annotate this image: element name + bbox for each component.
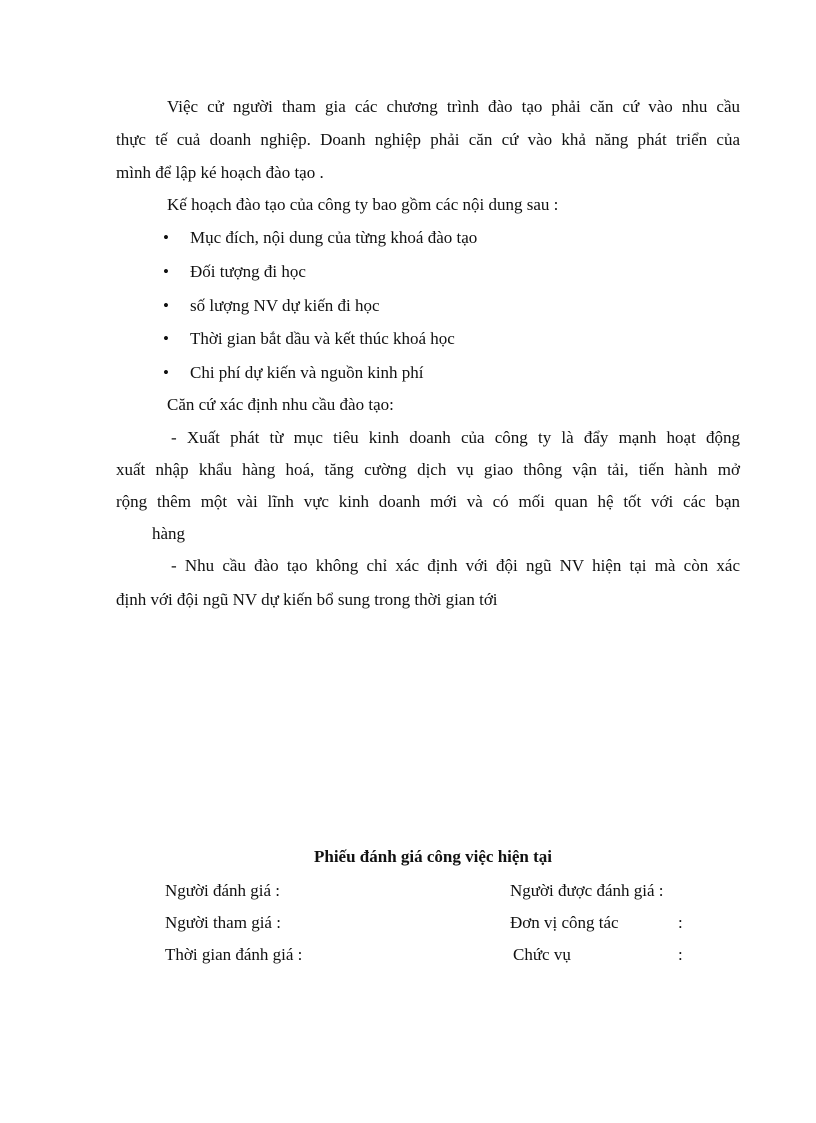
paragraph-4-line-2: xuất nhập khẩu hàng hoá, tăng cường dịch vụ giao thông vận tải, tiến hành mở [116,460,740,479]
paragraph-3: Căn cứ xác định nhu cầu đào tạo: [167,395,394,414]
bullet-icon: • [163,228,169,247]
evaluator-label: Người đánh giá : [165,881,280,900]
paragraph-4-line-1: - Xuất phát từ mục tiêu kinh doanh của công ty là đẩy mạnh hoạt động [171,428,740,447]
paragraph-1-line-2: thực tế cuả doanh nghiệp. Doanh nghiệp phải căn cứ vào khả năng phát triển của [116,130,740,149]
paragraph-1-line-3: mình để lập ké hoạch đào tạo . [116,163,324,182]
evaluatee-label: Người được đánh giá : [510,881,664,900]
paragraph-4-line-4: hàng [152,524,186,543]
work-unit-colon: : [678,913,683,932]
paragraph-5-line-1: - Nhu cầu đào tạo không chỉ xác định với đội ngũ NV hiện tại mà còn xác [171,556,740,575]
participant-label: Người tham giá : [165,913,281,932]
evaluation-time-label: Thời gian đánh giá : [165,945,303,964]
list-item: Chi phí dự kiến và nguồn kinh phí [190,363,424,382]
bullet-icon: • [163,296,169,315]
bullet-icon: • [163,363,169,382]
list-item: Đối tượng đi học [190,262,306,281]
position-label: Chức vụ [513,945,571,964]
list-item: Thời gian bắt dầu và kết thúc khoá học [190,329,455,348]
work-unit-label: Đơn vị công tác [510,913,619,932]
paragraph-5-line-2: định với đội ngũ NV dự kiến bổ sung trong thời gian tới [116,590,498,609]
form-title: Phiếu đánh giá công việc hiện tại [313,847,553,866]
position-colon: : [678,945,683,964]
bullet-icon: • [163,329,169,348]
paragraph-2: Kế hoạch đào tạo của công ty bao gồm các nội dung sau : [167,195,559,214]
list-item: số lượng NV dự kiến đi học [190,296,380,315]
paragraph-1-line-1: Việc cử người tham gia các chương trình đào tạo phải căn cứ vào nhu cầu [167,97,740,116]
paragraph-4-line-3: rộng thêm một vài lĩnh vực kinh doanh mới và có mối quan hệ tốt với các bạn [116,492,740,511]
bullet-icon: • [163,262,169,281]
list-item: Mục đích, nội dung của từng khoá đào tạo [190,228,478,247]
